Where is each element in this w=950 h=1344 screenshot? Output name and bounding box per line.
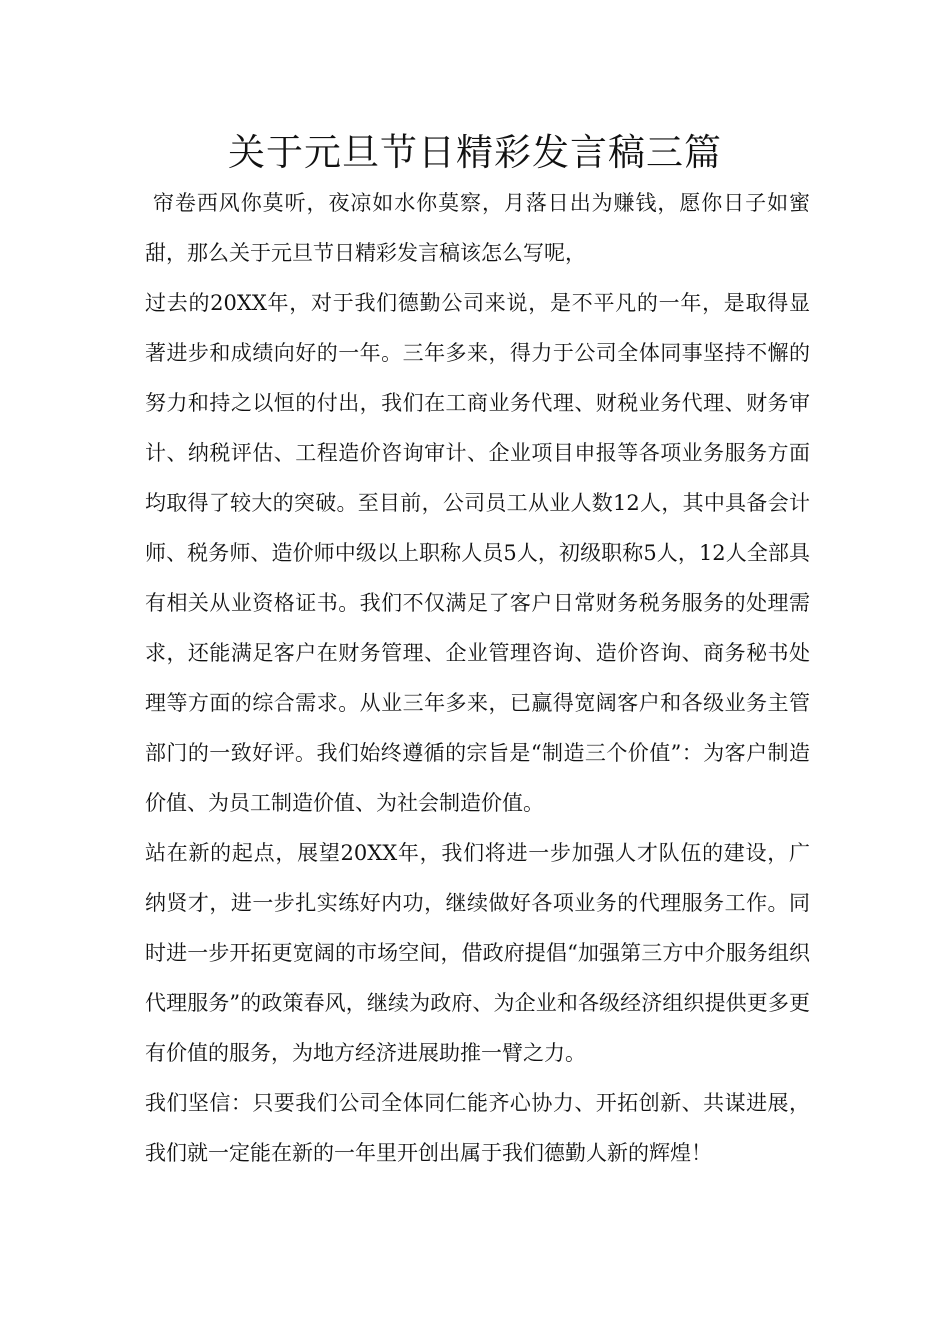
document-title: 关于元旦节日精彩发言稿三篇 (228, 131, 722, 174)
paragraph-outlook: 站在新的起点，展望20XX年，我们将进一步加强人才队伍的建设，广纳贤才，进一步扎实练好内功，继续做好各项业务的代理服务工作。同时进一步开拓更宽阔的市场空间，借政府提倡“加强第三方中介服务组织代理服务”的政策春风，继续为政府、为企业和各级经济组织提供更多更有价值的服务，为地方经济进展助推一臂之力。 (145, 841, 810, 1065)
document-body (145, 178, 810, 1178)
paragraph-review: 过去的20XX年，对于我们德勤公司来说，是不平凡的一年，是取得显著进步和成绩向好的一年。三年多来，得力于公司全体同事坚持不懈的努力和持之以恒的付出，我们在工商业务代理、财税业务代理、财务审计、纳税评估、工程造价咨询审计、企业项目申报等各项业务服务方面均取得了较大的突破。至目前，公司员工从业人数12人，其中具备会计师、税务师、造价师中级以上职称人员5人，初级职称5人，12人全部具有相关从业资格证书。我们不仅满足了客户日常财务税务服务的处理需求，还能满足客户在财务管理、企业管理咨询、造价咨询、商务秘书处理等方面的综合需求。从业三年多来，已赢得宽阔客户和各级业务主管部门的一致好评。我们始终遵循的宗旨是“制造三个价值”：为客户制造价值、为员工制造价值、为社会制造价值。 (145, 291, 810, 815)
paragraph-intro: 帘卷西风你莫听，夜凉如水你莫察，月落日出为赚钱，愿你日子如蜜甜，那么关于元旦节日精彩发言稿该怎么写呢， (145, 191, 810, 265)
paragraph-closing: 我们坚信：只要我们公司全体同仁能齐心协力、开拓创新、共谋进展，我们就一定能在新的一年里开创出属于我们德勤人新的辉煌！ (145, 1091, 810, 1165)
